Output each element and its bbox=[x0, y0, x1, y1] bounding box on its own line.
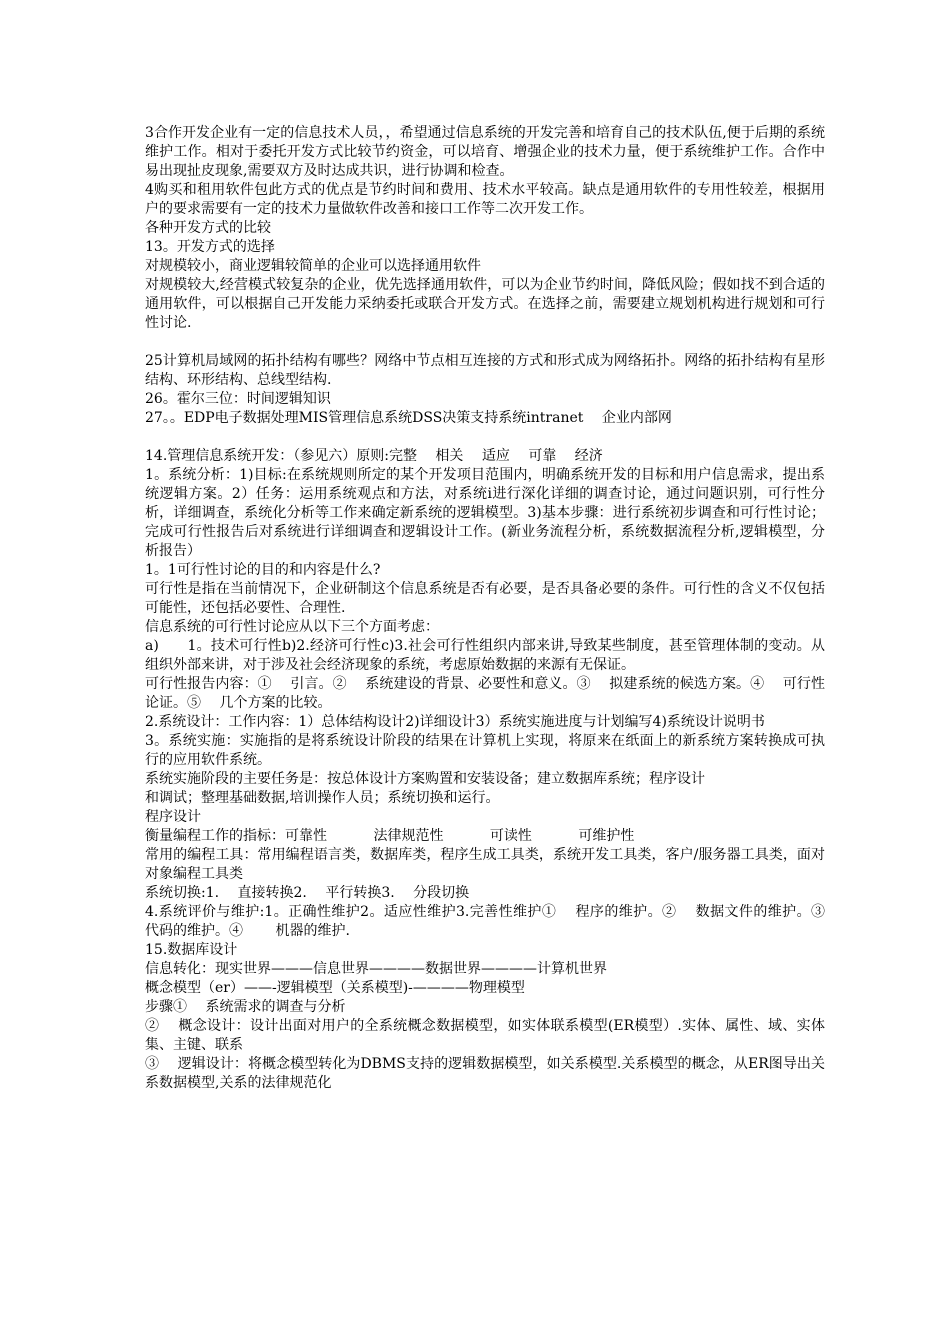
paragraph-information-transform: 信息转化：现实世界———信息世界————数据世界————计算机世界 bbox=[145, 961, 607, 977]
paragraph-step-logical: ③ 逻辑设计：将概念模型转化为DBMS支持的逻辑数据模型，如关系模型.关系模型的概念，从ER图导出关系数据模型,关系的法律规范化 bbox=[145, 1056, 825, 1091]
paragraph-system-switch: 系统切换:1. 直接转换2. 平行转换3. 分段切换 bbox=[145, 885, 470, 901]
blank-line bbox=[145, 428, 825, 447]
paragraph-selection-heading: 13。开发方式的选择 bbox=[145, 239, 275, 255]
paragraph-implementation-tasks: 系统实施阶段的主要任务是：按总体设计方案购置和安装设备；建立数据库系统；程序设计 bbox=[145, 771, 705, 787]
document-body bbox=[145, 124, 844, 1093]
paragraph-programming-heading: 程序设计 bbox=[145, 809, 201, 825]
paragraph-lan-topology: 25计算机局域网的拓扑结构有哪些？网络中节点相互连接的方式和形式成为网络拓扑。网络的拓扑结构有星形结构、环形结构、总线型结构. bbox=[145, 353, 825, 388]
paragraph-system-design: 2.系统设计：工作内容：1）总体结构设计2)详细设计3）系统实施进度与计划编写4)系统设计说明书 bbox=[145, 714, 765, 730]
paragraph-buy-rent-software: 4购买和租用软件包此方式的优点是节约时间和费用、技术水平较高。缺点是通用软件的专用性较差，根据用户的要求需要有一定的技术力量做软件改善和接口工作等二次开发工作。 bbox=[145, 182, 825, 217]
paragraph-large-enterprise: 对规模较大,经营模式较复杂的企业，优先选择通用软件，可以为企业节约时间，降低风险；假如找不到合适的通用软件，可以根据自己开发能力采纳委托或联合开发方式。在选择之前，需要建立规划机构进行规划和可行性讨论. bbox=[145, 277, 825, 331]
paragraph-implementation-tasks-cont: 和调试；整理基础数据,培训操作人员；系统切换和运行。 bbox=[145, 790, 500, 806]
paragraph-database-design-heading: 15.数据库设计 bbox=[145, 942, 238, 958]
paragraph-small-enterprise: 对规模较小，商业逻辑较简单的企业可以选择通用软件 bbox=[145, 258, 481, 274]
paragraph-system-analysis: 1。系统分析：1)目标:在系统规则所定的某个开发项目范围内，明确系统开发的目标和用户信息需求，提出系统逻辑方案。2）任务：运用系统观点和方法，对系统i进行深化详细的调查讨论，通过问题识别，可行性分析，详细调查，系统化分析等工作来确定新系统的逻辑模型。3)基本步骤：进行系统初步调查和可行性讨论；完成可行性报告后对系统进行详细调查和逻辑设计工作。(新业务流程分析，系统数据流程分析,逻辑模型，分析报告） bbox=[145, 467, 825, 559]
paragraph-feasibility-definition: 可行性是指在当前情况下，企业研制这个信息系统是否有必要，是否具备必要的条件。可行性的含义不仅包括可能性，还包括必要性、合理性. bbox=[145, 581, 825, 616]
paragraph-step-conceptual: ② 概念设计：设计出面对用户的全系统概念数据模型，如实体联系模型(ER模型）.实体、属性、域、实体集、主键、联系 bbox=[145, 1018, 825, 1053]
paragraph-comparison-heading: 各种开发方式的比较 bbox=[145, 220, 271, 236]
paragraph-acronyms: 27。。EDP电子数据处理MIS管理信息系统DSS决策支持系统intranet 企业内部网 bbox=[145, 410, 672, 426]
blank-line bbox=[145, 333, 825, 352]
paragraph-programming-tools: 常用的编程工具：常用编程语言类，数据库类，程序生成工具类，系统开发工具类，客户/服务器工具类，面对对象编程工具类 bbox=[145, 847, 825, 882]
paragraph-step-requirements: 步骤① 系统需求的调查与分析 bbox=[145, 999, 346, 1015]
paragraph-cooperative-development: 3合作开发企业有一定的信息技术人员，，希望通过信息系统的开发完善和培育自己的技术队伍,便于后期的系统维护工作。相对于委托开发方式比较节约资金，可以培育、增强企业的技术力量，便于系统维护工作。合作中易出现扯皮现象,需要双方及时达成共识，进行协调和检查。 bbox=[145, 125, 825, 179]
paragraph-mis-development: 14.管理信息系统开发：（参见六）原则:完整 相关 适应 可靠 经济 bbox=[145, 448, 603, 464]
paragraph-hall-3d: 26。霍尔三位：时间逻辑知识 bbox=[145, 391, 331, 407]
paragraph-feasibility-list: a) 1。技术可行性b)2.经济可行性c)3.社会可行性组织内部来讲,导致某些制度，甚至管理体制的变动。从组织外部来讲，对于涉及社会经济现象的系统，考虑原始数据的来源有无保证。 bbox=[145, 638, 825, 673]
paragraph-feasibility-aspects: 信息系统的可行性讨论应从以下三个方面考虑： bbox=[145, 619, 439, 635]
paragraph-feasibility-question: 1。1可行性讨论的目的和内容是什么? bbox=[145, 562, 381, 578]
paragraph-system-implementation: 3。系统实施：实施指的是将系统设计阶段的结果在计算机上实现，将原来在纸面上的新系统方案转换成可执行的应用软件系统。 bbox=[145, 733, 825, 768]
paragraph-model-chain: 概念模型（er）——-逻辑模型（关系模型)-————物理模型 bbox=[145, 980, 525, 996]
paragraph-programming-metrics: 衡量编程工作的指标：可靠性 法律规范性 可读性 可维护性 bbox=[145, 828, 635, 844]
paragraph-feasibility-report: 可行性报告内容：① 引言。② 系统建设的背景、必要性和意义。③ 拟建系统的候选方案。④ 可行性论证。⑤ 几个方案的比较。 bbox=[145, 676, 825, 711]
paragraph-evaluation-maintenance: 4.系统评价与维护:1。正确性维护2。适应性维护3.完善性维护① 程序的维护。② 数据文件的维护。③ 代码的维护。④ 机器的维护. bbox=[145, 904, 844, 939]
